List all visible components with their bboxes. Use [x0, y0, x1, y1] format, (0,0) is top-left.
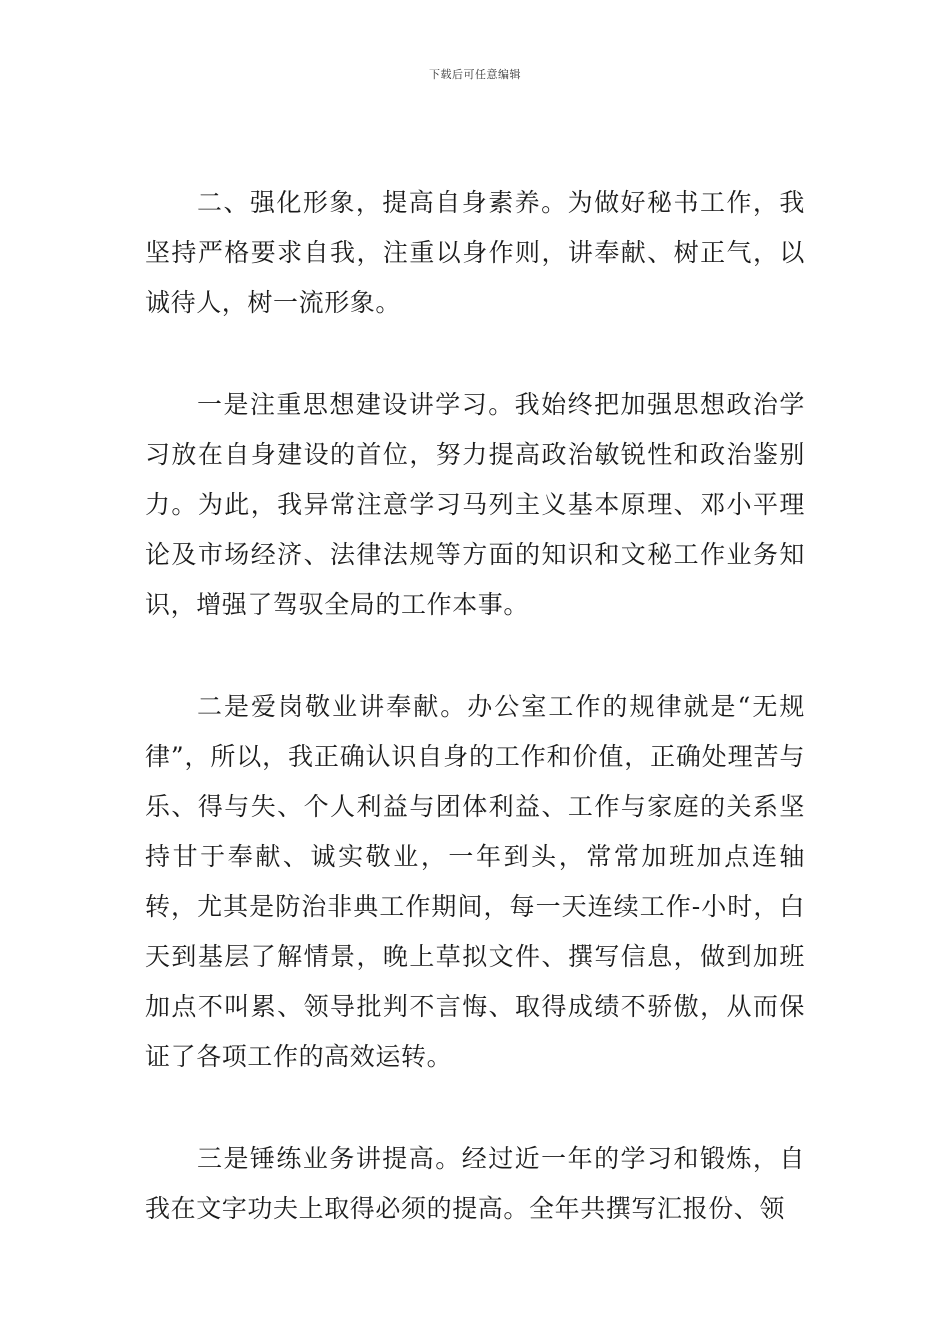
- document-body: [145, 178, 805, 1286]
- paragraph-study: 一是注重思想建设讲学习。我始终把加强思想政治学习放在自身建设的首位，努力提高政治敏锐性和政治鉴别力。为此，我异常注意学习马列主义基本原理、邓小平理论及市场经济、法律法规等方面的知识和文秘工作业务知识，增强了驾驭全局的工作本事。: [145, 390, 805, 619]
- paragraph-strengthen-image: 二、强化形象，提高自身素养。为做好秘书工作，我坚持严格要求自我，注重以身作则，讲奉献、树正气，以诚待人，树一流形象。: [145, 188, 805, 317]
- paragraph-improvement: 三是锤练业务讲提高。经过近一年的学习和锻炼，自我在文字功夫上取得必须的提高。全年共撰写汇报份、领: [145, 1144, 805, 1223]
- paragraph-dedication: 二是爱岗敬业讲奉献。办公室工作的规律就是“无规律”，所以，我正确认识自身的工作和价值，正确处理苦与乐、得与失、个人利益与团体利益、工作与家庭的关系坚持甘于奉献、诚实敬业，一年到头，常常加班加点连轴转，尤其是防治非典工作期间，每一天连续工作-小时，白天到基层了解情景，晚上草拟文件、撰写信息，做到加班加点不叫累、领导批判不言悔、取得成绩不骄傲，从而保证了各项工作的高效运转。: [145, 692, 805, 1071]
- page-header: 下载后可任意编辑: [429, 68, 521, 81]
